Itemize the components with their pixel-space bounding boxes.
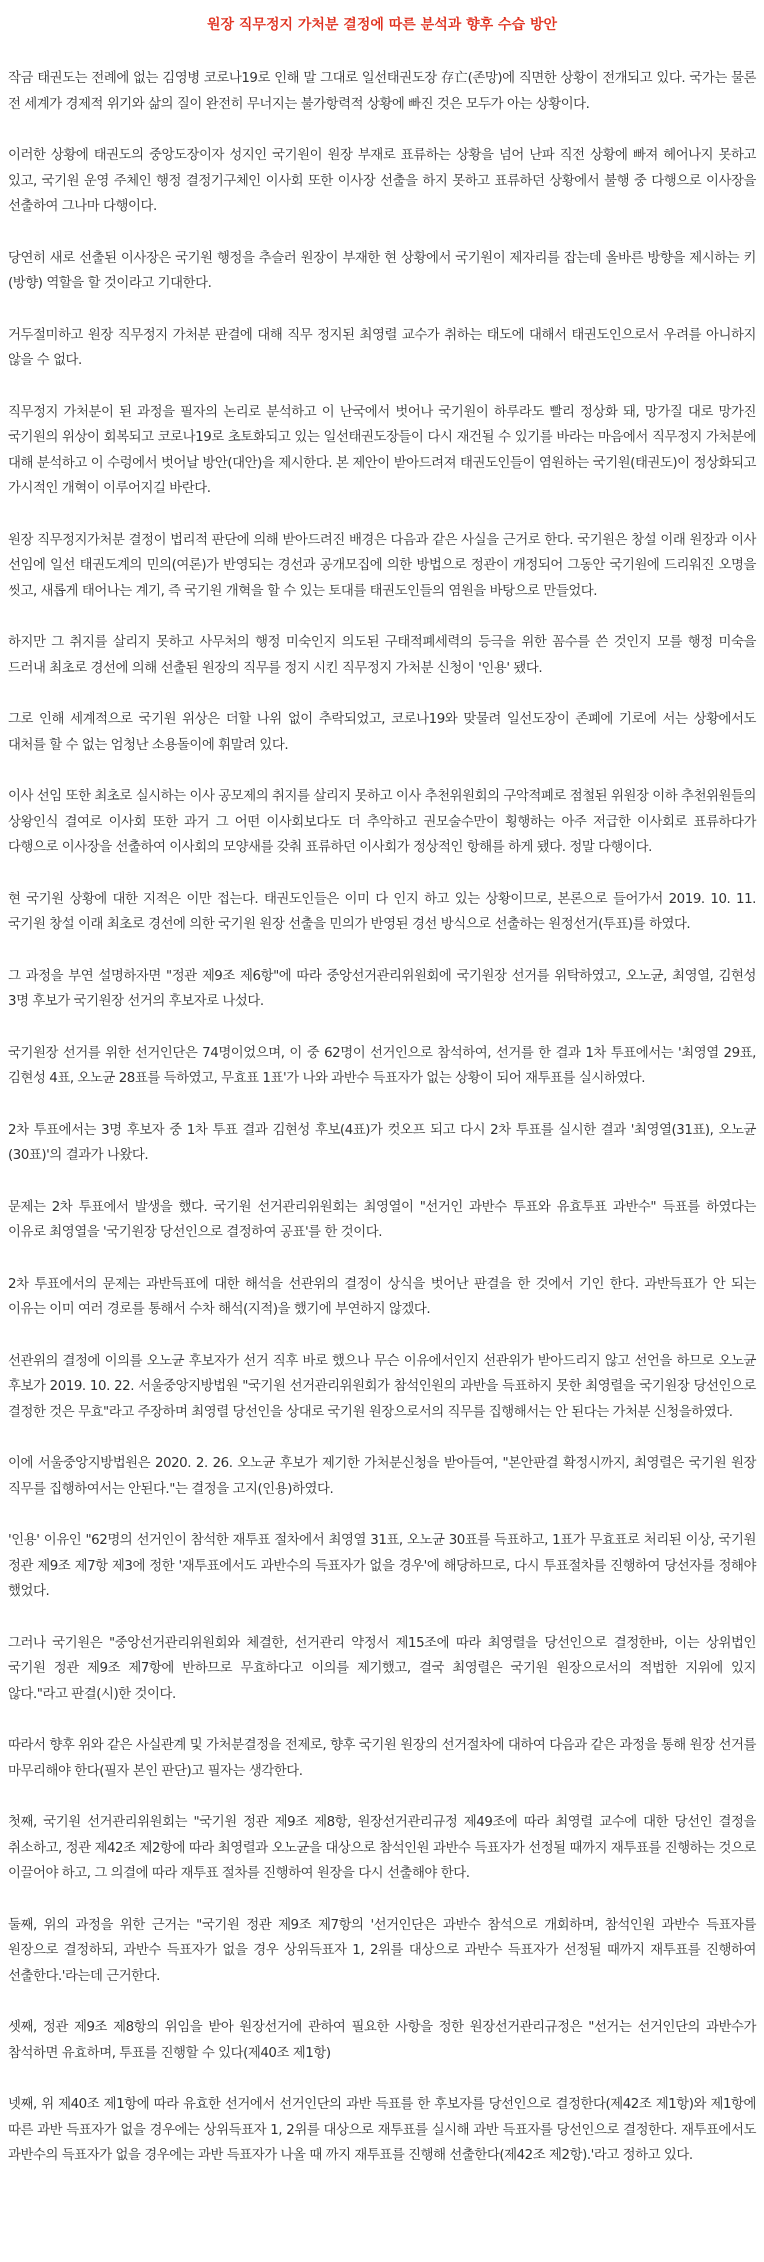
paragraph-17: 이에 서울중앙지방법원은 2020. 2. 26. 오노균 후보가 제기한 가처분신청을 받아들여, "본안판결 확정시까지, 최영렬은 국기원 원장 직무를 집행하여서는 안된다."는 결정을 고지(인용)하였다. [8,1456,756,1497]
paragraph-8: 그로 인해 세계적으로 국기원 위상은 더할 나위 없이 추락되었고, 코로나19와 맞물려 일선도장이 존폐에 기로에 서는 상황에서도 대처를 할 수 없는 엄청난 소용돌이에 휘말려 있다. [8,712,756,753]
paragraph-5: 직무정지 가처분이 된 과정을 필자의 논리로 분석하고 이 난국에서 벗어나 국기원이 하루라도 빨리 정상화 돼, 망가질 대로 망가진 국기원의 위상이 회복되고 코로나19로 초토화되고 있는 일선태권도장들이 다시 재건될 수 있기를 바라는 마음에서 직무정지 가처분에 대해 분석하고 이 수렁에서 벗어날 방안(대안)을 제시한다. 본 제안이 받아드려져 태권도인들이 염원하는 국기원(태권도)이 정상화되고 가시적인 개혁이 이루어지길 바란다. [8,404,756,496]
paragraph-13: 2차 투표에서는 3명 후보자 중 1차 투표 결과 김현성 후보(4표)가 컷오프 되고 다시 2차 투표를 실시한 결과 '최영열(31표), 오노균(30표)'의 결과가 나왔다. [8,1122,756,1163]
paragraph-1: 작금 태권도는 전례에 없는 김영병 코로나19로 인해 말 그대로 일선태권도장 存亡(존망)에 직면한 상황이 전개되고 있다. 국가는 물론 전 세계가 경제적 위기와 삶의 질이 완전히 무너지는 불가항력적 상황에 빠진 것은 모두가 아는 상황이다. [8,71,756,112]
paragraph-16: 선관위의 결정에 이의를 오노균 후보자가 선거 직후 바로 했으나 무슨 이유에서인지 선관위가 받아드리지 않고 선언을 하므로 오노균 후보가 2019. 10. 22. 서울중앙지방법원 "국기원 선거관리위원회가 참석인원의 과반을 득표하지 못한 최영렬을 국기원장 당선인으로 결정한 것은 무효"라고 주장하며 최영렬 당선인을 상대로 국기원 원장으로서의 직무를 집행해서는 안 된다는 가처분 신청을하였다. [8,1353,756,1420]
paragraph-18: '인용' 이유인 "62명의 선거인이 참석한 재투표 절차에서 최영열 31표, 오노균 30표를 득표하고, 1표가 무효표로 처리된 이상, 국기원 정관 제9조 제7항 제3에 정한 '재투표에서도 과반수의 득표자가 없을 경우'에 해당하므로, 다시 투표절차를 진행하여 당선자를 정해야 했었다. [8,1533,756,1599]
paragraph-20: 따라서 향후 위와 같은 사실관계 및 가처분결정을 전제로, 향후 국기원 원장의 선거절차에 대하여 다음과 같은 과정을 통해 원장 선거를 마무리해야 한다(필자 본인 판단)고 필자는 생각한다. [8,1738,756,1779]
paragraph-22: 둘째, 위의 과정을 위한 근거는 "국기원 정관 제9조 제7항의 '선거인단은 과반수 참석으로 개회하며, 참석인원 과반수 득표자를 원장으로 결정하되, 과반수 득표자가 없을 경우 상위득표자 1, 2위를 대상으로 과반수 득표자가 선정될 때까지 재투표를 진행하여 선출한다.'라는데 근거한다. [8,1917,756,1984]
paragraph-2: 이러한 상황에 태권도의 중앙도장이자 성지인 국기원이 원장 부재로 표류하는 상황을 넘어 난파 직전 상황에 빠져 헤어나지 못하고 있고, 국기원 운영 주체인 행정 결정기구체인 이사회 또한 이사장 선출을 하지 못하고 표류하던 상황에서 불행 중 다행으로 이사장을 선출하여 그나마 다행이다. [8,148,756,214]
paragraph-19: 그러나 국기원은 "중앙선거관리위원회와 체결한, 선거관리 약정서 제15조에 따라 최영렬을 당선인으로 결정한바, 이는 상위법인 국기원 정관 제9조 제7항에 반하므로 무효하다고 이의를 제기했고, 결국 최영렬은 국기원 원장으로서의 적법한 지위에 있지 않다."라고 판결(시)한 것이다. [8,1635,756,1702]
paragraph-6: 원장 직무정지가처분 결정이 법리적 판단에 의해 받아드려진 배경은 다음과 같은 사실을 근거로 한다. 국기원은 창설 이래 원장과 이사 선임에 일선 태권도계의 민의(여론)가 반영되는 경선과 공개모집에 의한 방법으로 정관이 개정되어 그동안 국기원에 드리워진 오명을 씻고, 새롭게 태어나는 계기, 즉 국기원 개혁을 할 수 있는 토대를 태권도인들의 염원을 바탕으로 만들었다. [8,532,756,599]
paragraph-9: 이사 선임 또한 최초로 실시하는 이사 공모제의 취지를 살리지 못하고 이사 추천위원회의 구악적폐로 점철된 위원장 이하 추천위원들의 상왕인식 결여로 이사회 또한 과거 그 어떤 이사회보다도 더 추악하고 권모술수만이 횡행하는 아주 저급한 이사회로 표류하다가 다행으로 이사장을 선출하여 이사회의 모양새를 갖춰 표류하던 이사회가 정상적인 항해를 하게 됐다. 정말 다행이다. [8,789,756,855]
paragraph-23: 셋째, 정관 제9조 제8항의 위임을 받아 원장선거에 관하여 필요한 사항을 정한 원장선거관리규정은 "선거는 선거인단의 과반수가 참석하면 유효하며, 투표를 진행할 수 있다(제40조 제1항) [8,2020,756,2061]
paragraph-21: 첫째, 국기원 선거관리위원회는 "국기원 정관 제9조 제8항, 원장선거관리규정 제49조에 따라 최영렬 교수에 대한 당선인 결정을 취소하고, 정관 제42조 제2항에 따라 최영렬과 오노균을 대상으로 참석인원 과반수 득표자가 선정될 때까지 재투표를 진행하는 것으로 이끌어야 하고, 그 의결에 따라 재투표 절차를 진행하여 원장을 다시 선출해야 한다. [8,1815,756,1881]
paragraph-15: 2차 투표에서의 문제는 과반득표에 대한 해석을 선관위의 결정이 상식을 벗어난 판결을 한 것에서 기인 한다. 과반득표가 안 되는 이유는 이미 여러 경로를 통해서 수차 해석(지적)을 했기에 부연하지 않겠다. [8,1276,756,1317]
paragraph-7: 하지만 그 취지를 살리지 못하고 사무처의 행정 미숙인지 의도된 구태적폐세력의 등극을 위한 꼼수를 쓴 것인지 모를 행정 미숙을 드러내 최초로 경선에 의해 선출된 원장의 직무를 정지 시킨 직무정지 가처분 신청이 '인용' 됐다. [8,635,756,676]
article-title: 원장 직무정지 가처분 결정에 따른 분석과 향후 수습 방안 [206,17,558,33]
paragraph-24: 넷째, 위 제40조 제1항에 따라 유효한 선거에서 선거인단의 과반 득표를 한 후보자를 당선인으로 결정한다(제42조 제1항)와 제1항에 따른 과반 득표자가 없을 경우에는 상위득표자 1, 2위를 대상으로 재투표를 실시해 과반 득표자를 당선인으로 결정한다. 재투표에서도 과반수의 득표자가 없을 경우에는 과반 득표자가 나올 때 까지 재투표를 진행해 선출한다(제42조 제2항).'라고 정하고 있다. [8,2097,756,2163]
paragraph-14: 문제는 2차 투표에서 발생을 했다. 국기원 선거관리위원회는 최영열이 "선거인 과반수 투표와 유효투표 과반수" 득표를 하였다는 이유로 최영열을 '국기원장 당선인으로 결정하여 공표'를 한 것이다. [8,1199,756,1240]
paragraph-10: 현 국기원 상황에 대한 지적은 이만 접는다. 태권도인들은 이미 다 인지 하고 있는 상황이므로, 본론으로 들어가서 2019. 10. 11. 국기원 창설 이래 최초로 경선에 의한 국기원 원장 선출을 민의가 반영된 경선 방식으로 선출하는 원정선거(투표)를 하였다. [8,891,756,932]
paragraph-3: 당연히 새로 선출된 이사장은 국기원 행정을 추슬러 원장이 부재한 현 상황에서 국기원이 제자리를 잡는데 올바른 방향을 제시하는 키(방향) 역할을 할 것이라고 기대한다. [8,250,756,291]
paragraph-11: 그 과정을 부연 설명하자면 "정관 제9조 제6항"에 따라 중앙선거관리위원회에 국기원장 선거를 위탁하였고, 오노균, 최영열, 김현성 3명 후보가 국기원장 선거의 후보자로 나섰다. [8,968,756,1009]
paragraph-4: 거두절미하고 원장 직무정지 가처분 판결에 대해 직무 정지된 최영렬 교수가 취하는 태도에 대해서 태권도인으로서 우려를 아니하지 않을 수 없다. [8,327,756,368]
paragraph-12: 국기원장 선거를 위한 선거인단은 74명이었으며, 이 중 62명이 선거인으로 참석하여, 선거를 한 결과 1차 투표에서는 '최영열 29표, 김현성 4표, 오노균 28표를 득하였고, 무효표 1표'가 나와 과반수 득표자가 없는 상황이 되어 재투표를 실시하였다. [8,1045,756,1086]
